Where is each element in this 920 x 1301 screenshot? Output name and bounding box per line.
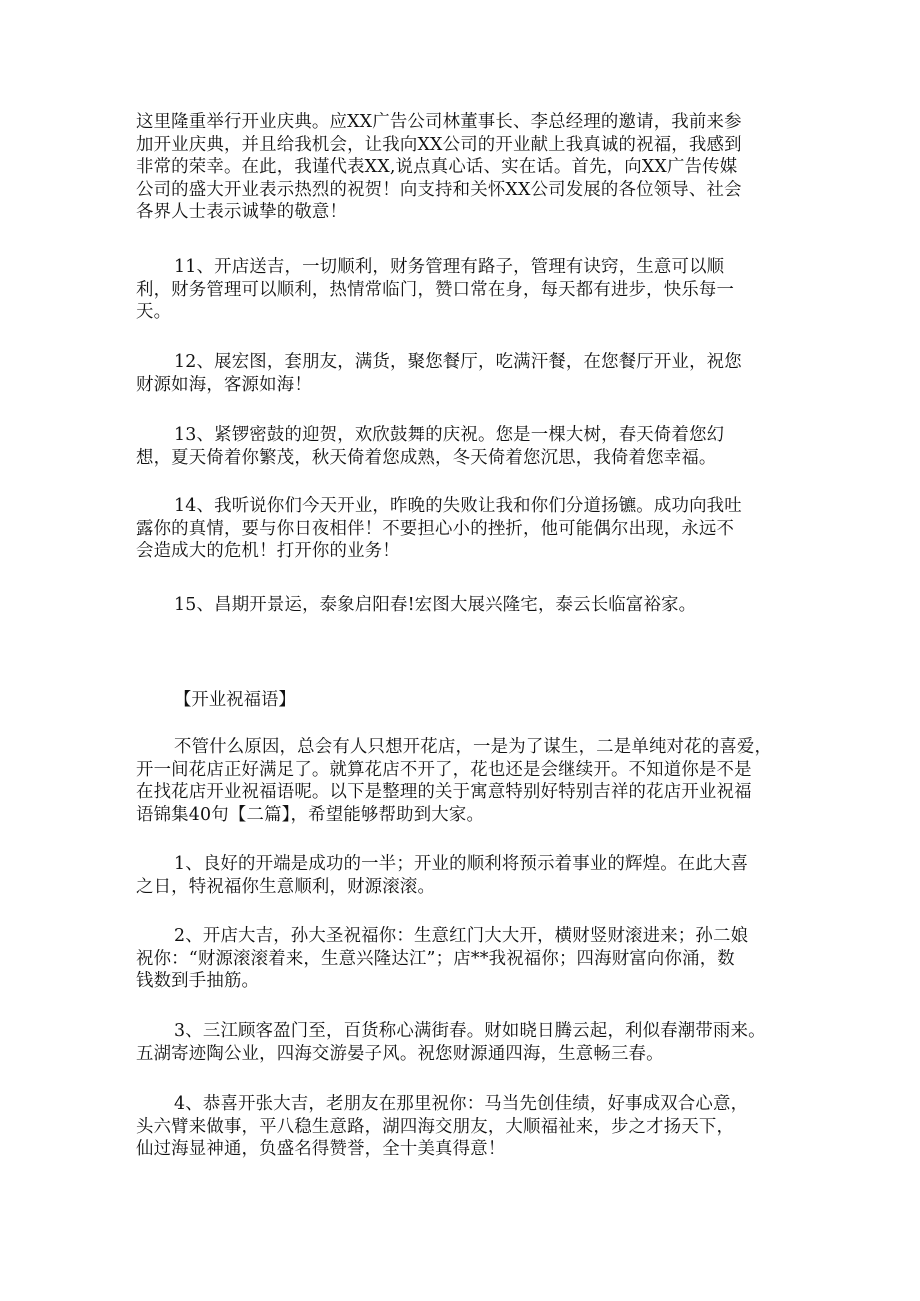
wish-item-15: [136, 594, 776, 617]
wish-line: 14、我听说你们今天开业，昨晚的失败让我和你们分道扬镳。成功向我吐: [174, 496, 742, 516]
wish-line: 想，夏天倚着你繁茂，秋天倚着您成熟，冬天倚着您沉思，我倚着您幸福。: [136, 447, 717, 468]
wish-item-14: [136, 495, 776, 563]
intro-line: 公司的盛大开业表示热烈的祝贺！向支持和关怀XX公司发展的各位领导、社会: [136, 179, 742, 200]
wish-line: 仙过海显神通，负盛名得赞誉，全十美真得意！: [136, 1139, 506, 1159]
wish-item-1: [136, 853, 776, 898]
wish-line: 五湖寄迹陶公业，四海交游晏子风。祝您财源通四海，生意畅三春。: [136, 1043, 664, 1064]
wish-line: 4、恭喜开张大吉，老朋友在那里祝你：马当先创佳绩，好事成双合心意，: [174, 1094, 749, 1114]
wish-line: 露你的真情，要与你日夜相伴！不要担心小的挫折，他可能偶尔出现，永远不: [136, 518, 735, 539]
wish-item-3: [136, 1020, 776, 1065]
wish-line: 钱数到手抽筋。: [136, 971, 260, 991]
wish-line: 利，财务管理可以顺利，热情常临门，赞口常在身，每天都有进步，快乐每一: [136, 279, 735, 300]
wish-line: 13、紧锣密鼓的迎贺，欢欣鼓舞的庆祝。您是一棵大树，春天倚着您幻: [174, 425, 725, 445]
wish-line: 15、昌期开景运，泰象启阳春!宏图大展兴隆宅，泰云长临富裕家。: [174, 595, 697, 615]
section-intro-line: 语锦集40句【二篇】，希望能够帮助到大家。: [136, 804, 485, 825]
wish-line: 3、三江顾客盈门至，百货称心满街春。财如晓日腾云起，利似春潮带雨来。: [174, 1021, 766, 1041]
wish-line: 之日，特祝福你生意顺利，财源滚滚。: [136, 876, 436, 897]
wish-line: 头六臂来做事，平八稳生意路，湖四海交朋友，大顺福祉来，步之才扬天下，: [136, 1116, 735, 1137]
wish-item-12: [136, 351, 776, 396]
section-intro-line: 开一间花店正好满足了。就算花店不开了，花也还是会继续开。不知道你是不是: [136, 759, 752, 780]
intro-line: 各界人士表示诚挚的敬意！: [136, 202, 348, 222]
intro-line: 加开业庆典，并且给我机会，让我向XX公司的开业献上我真诚的祝福，我感到: [136, 134, 742, 155]
section-intro-paragraph: [136, 736, 776, 826]
intro-line: 非常的荣幸。在此，我谨代表XX,说点真心话、实在话。首先，向XX广告传媒: [136, 157, 738, 177]
wish-line: 天。: [136, 302, 172, 322]
wish-item-13: [136, 424, 776, 469]
wish-line: 1、良好的开端是成功的一半；开业的顺利将预示着事业的辉煌。在此大喜: [174, 854, 749, 874]
wish-line: 2、开店大吉，孙大圣祝福你：生意红门大大开，横财竖财滚进来；孙二娘: [174, 926, 749, 946]
wish-line: 12、展宏图，套朋友，满货，聚您餐厅，吃满汗餐，在您餐厅开业，祝您: [174, 352, 742, 372]
wish-line: 祝你：“财源滚滚着来，生意兴隆达江”；店**我祝福你；四海财富向你涌，数: [136, 948, 735, 969]
section-intro-line: 不管什么原因，总会有人只想开花店，一是为了谋生，二是单纯对花的喜爱，: [174, 737, 773, 757]
wish-line: 财源如海，客源如海！: [136, 374, 312, 395]
wish-item-4: [136, 1093, 776, 1161]
wish-line: 11、开店送吉，一切顺利，财务管理有路子，管理有诀窍，生意可以顺: [174, 257, 725, 277]
section-intro-line: 在找花店开业祝福语呢。以下是整理的关于寓意特别好特别吉祥的花店开业祝福: [136, 782, 752, 802]
wish-line: 会造成大的危机！打开你的业务！: [136, 541, 400, 561]
intro-paragraph: [136, 111, 776, 224]
wish-item-2: [136, 925, 776, 993]
wish-item-11: [136, 256, 776, 324]
section-title: 【开业祝福语】: [174, 690, 296, 710]
intro-line: 这里隆重举行开业庆典。应XX广告公司林董事长、李总经理的邀请，我前来参: [136, 112, 742, 132]
